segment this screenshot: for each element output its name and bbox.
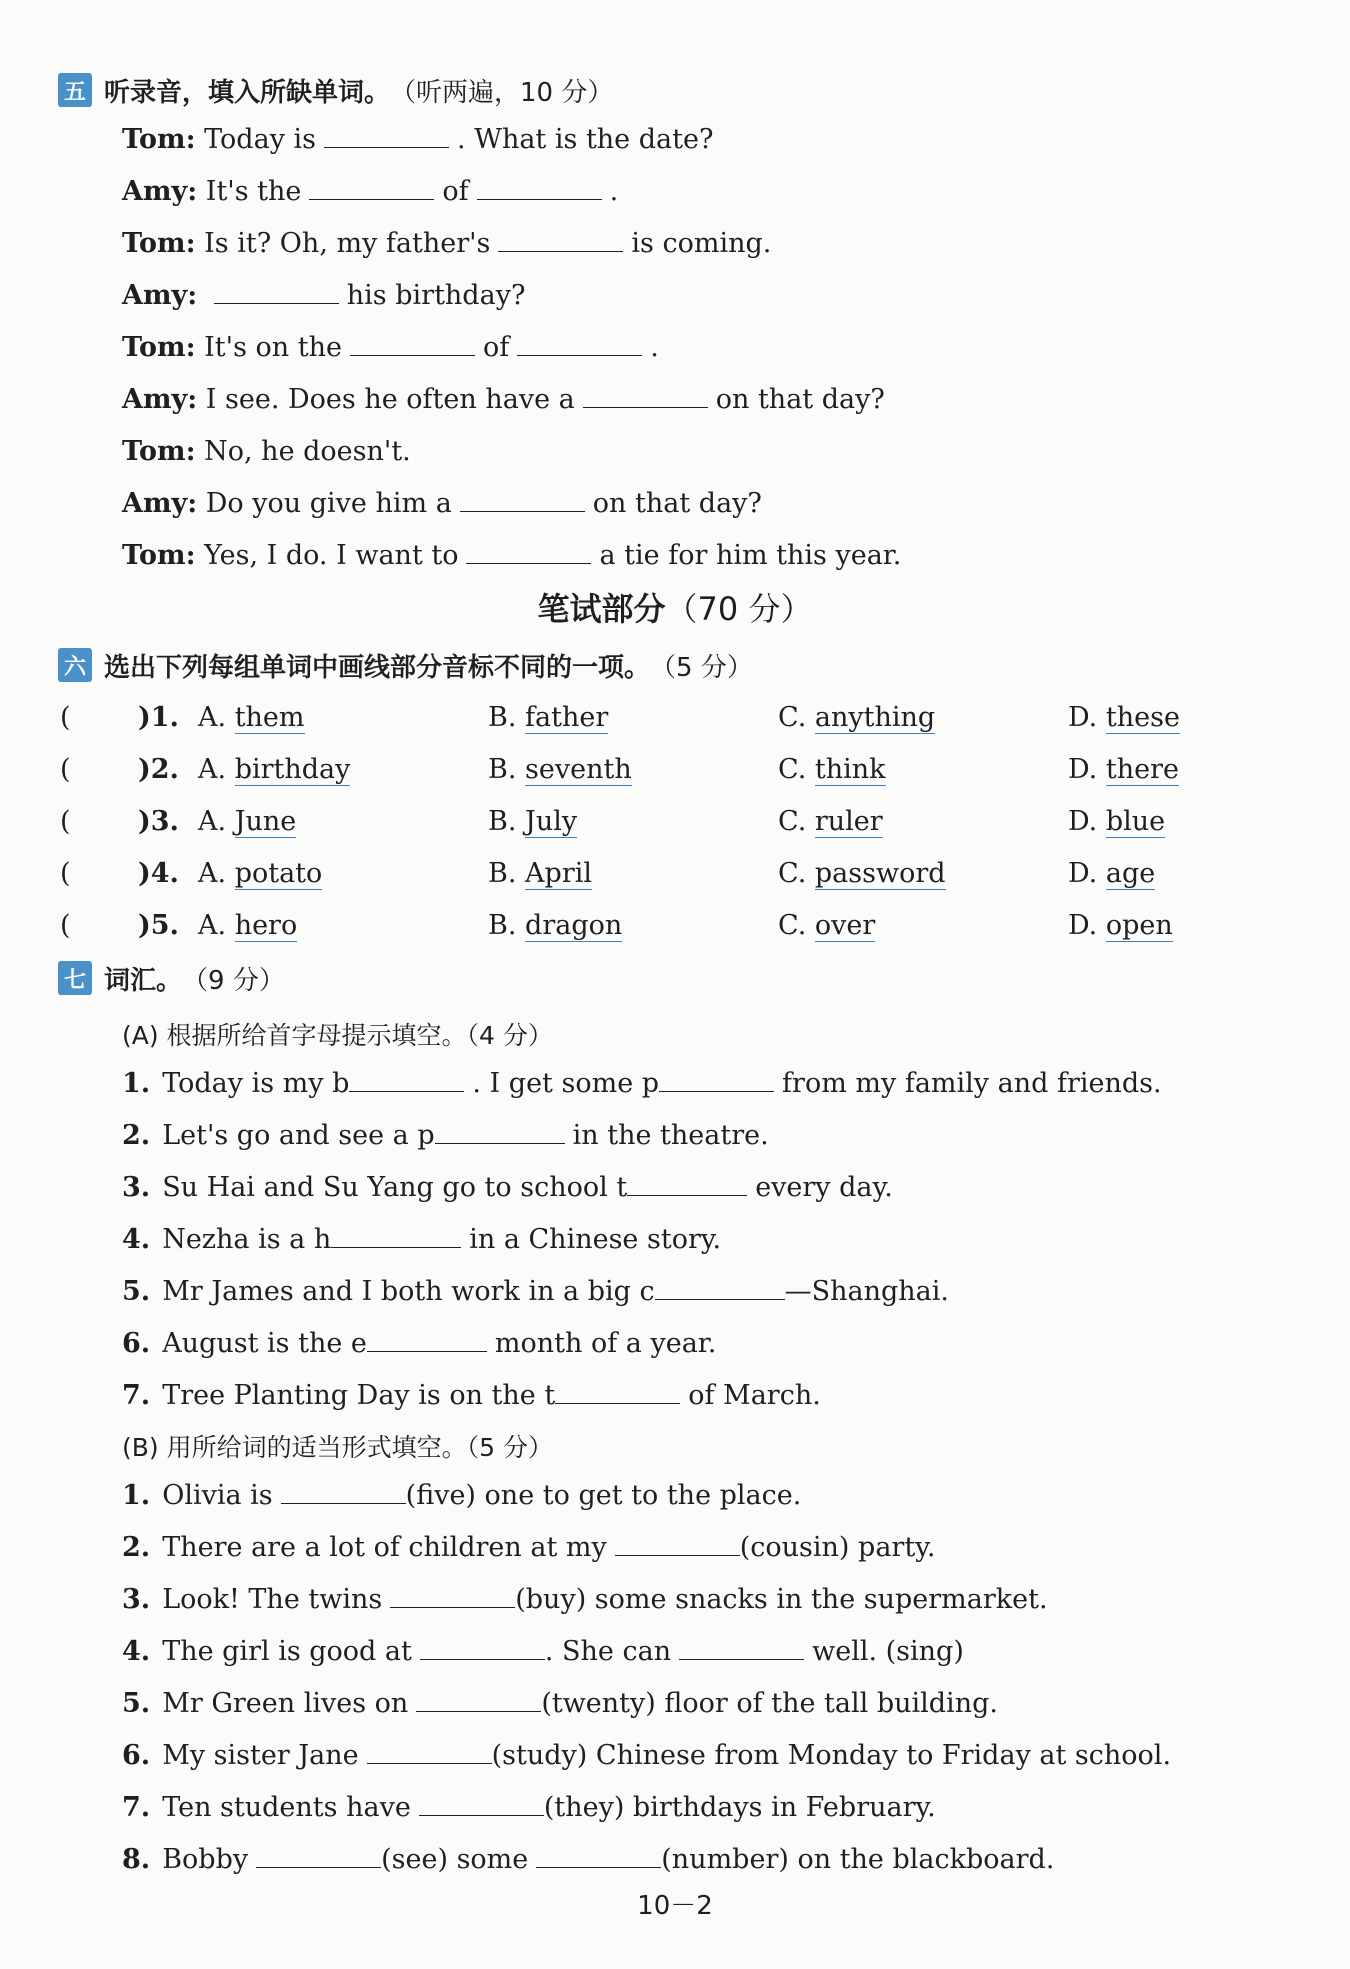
dialogue-text: Do you give him a [205, 488, 452, 519]
answer-blank[interactable] [460, 489, 585, 512]
question-number: )2. [138, 754, 179, 785]
item-number: 8. [122, 1844, 151, 1875]
answer-blank[interactable] [627, 1173, 747, 1196]
item-text: in the theatre. [572, 1120, 769, 1151]
option-letter: A. [198, 702, 227, 733]
item-number: 3. [122, 1172, 151, 1203]
dialogue-text: Yes, I do. I want to [204, 540, 459, 571]
answer-blank[interactable] [324, 125, 449, 148]
section-7-note: （9 分） [182, 965, 285, 996]
question-number: )5. [138, 910, 179, 941]
dialogue-text: . [609, 176, 619, 207]
part-a-title: (A) 根据所给首字母提示填空。（4 分） [122, 1021, 553, 1050]
item-text: Olivia is [162, 1480, 273, 1511]
item-text: Mr Green lives on [162, 1688, 409, 1719]
answer-blank[interactable] [367, 1741, 492, 1764]
option-word: seventh [525, 754, 632, 785]
item-text: (see) some [381, 1844, 529, 1875]
speaker: Amy: [122, 280, 198, 311]
dialogue-text: of [442, 176, 469, 207]
page-number: 10－2 [637, 1891, 713, 1921]
dialogue-text: a tie for him this year. [599, 540, 902, 571]
option-letter: C. [778, 858, 807, 889]
option-d[interactable] [1068, 858, 1155, 889]
option-letter: A. [198, 806, 227, 837]
dialogue-line-7 [122, 436, 411, 467]
option-letter: C. [778, 910, 807, 941]
answer-blank[interactable] [309, 177, 434, 200]
item-text: Nezha is a h [162, 1224, 332, 1255]
item-text: Mr James and I both work in a big c [162, 1276, 655, 1307]
speaker: Tom: [122, 436, 196, 467]
item-number: 5. [122, 1276, 151, 1307]
dialogue-text: . [650, 332, 659, 363]
answer-paren[interactable]: ( [60, 910, 71, 941]
option-word: potato [234, 858, 323, 889]
answer-blank[interactable] [615, 1533, 740, 1556]
answer-blank[interactable] [256, 1845, 381, 1868]
part-b-title: (B) 用所给词的适当形式填空。（5 分） [122, 1433, 553, 1462]
option-b[interactable] [488, 806, 577, 837]
option-letter: D. [1068, 910, 1098, 941]
speaker: Tom: [122, 124, 196, 155]
option-word: dragon [525, 910, 623, 941]
option-word: blue [1105, 806, 1166, 837]
answer-paren[interactable]: ( [60, 858, 71, 889]
dialogue-text: . What is the date? [457, 124, 714, 155]
option-word: July [525, 806, 578, 837]
dialogue-text: Is it? Oh, my father's [204, 228, 491, 259]
written-score: （70 分） [665, 590, 813, 628]
item-text: Let's go and see a p [162, 1120, 435, 1151]
section-7-title: 词汇。 [104, 965, 183, 996]
item-text: (number) on the blackboard. [661, 1844, 1055, 1875]
option-word: open [1105, 910, 1173, 941]
section-7-badge: 七 [58, 961, 92, 995]
item-number: 7. [122, 1380, 151, 1411]
dialogue-text: of [482, 332, 510, 363]
part-a-item-5 [122, 1276, 949, 1307]
option-b[interactable] [488, 858, 592, 889]
answer-blank[interactable] [331, 1225, 461, 1248]
option-letter: B. [488, 754, 517, 785]
answer-paren[interactable]: ( [60, 754, 71, 785]
item-text: August is the e [162, 1328, 367, 1359]
dialogue-line-6 [122, 384, 885, 415]
answer-blank[interactable] [679, 1637, 804, 1660]
written-title-text: 笔试部分 [537, 590, 666, 628]
speaker: Tom: [122, 228, 196, 259]
part-b-item-2 [122, 1532, 935, 1563]
option-b[interactable] [488, 702, 608, 733]
option-d[interactable] [1068, 910, 1173, 941]
dialogue-line-3 [122, 228, 771, 259]
item-text: Tree Planting Day is on the t [162, 1380, 556, 1411]
item-number: 6. [122, 1740, 151, 1771]
dialogue-text: No, he doesn't. [204, 436, 411, 467]
option-word: anything [814, 702, 936, 733]
item-text: (twenty) floor of the tall building. [541, 1688, 998, 1719]
option-word: June [234, 806, 297, 837]
answer-blank[interactable] [517, 333, 642, 356]
option-letter: A. [198, 910, 227, 941]
option-word: April [525, 858, 592, 889]
part-a-item-1 [122, 1068, 1162, 1099]
option-word: hero [234, 910, 298, 941]
speaker: Amy: [122, 176, 198, 207]
item-number: 1. [122, 1068, 151, 1099]
option-word: password [814, 858, 946, 889]
written-part-title [0, 584, 1350, 630]
option-a[interactable] [198, 754, 350, 785]
answer-blank[interactable] [281, 1481, 406, 1504]
answer-blank[interactable] [367, 1329, 487, 1352]
part-b-item-5 [122, 1688, 998, 1719]
dialogue-line-5 [122, 332, 659, 363]
option-c[interactable] [778, 702, 935, 733]
answer-blank[interactable] [583, 385, 708, 408]
dialogue-line-2 [122, 176, 618, 207]
answer-blank[interactable] [555, 1381, 680, 1404]
option-letter: D. [1068, 702, 1098, 733]
item-text: of March. [688, 1380, 821, 1411]
part-a-item-4 [122, 1224, 721, 1255]
item-text: (five) one to get to the place. [405, 1480, 802, 1511]
part-b-item-4 [122, 1636, 964, 1667]
option-letter: C. [778, 702, 807, 733]
option-word: father [525, 702, 609, 733]
section-7-heading [58, 960, 285, 996]
dialogue-line-9 [122, 540, 901, 571]
item-text: My sister Jane [162, 1740, 359, 1771]
option-a[interactable] [198, 910, 297, 941]
section-6-note: （5 分） [650, 652, 753, 683]
option-word: over [814, 910, 876, 941]
dialogue-text: his birthday? [346, 280, 526, 311]
option-letter: C. [778, 754, 807, 785]
option-letter: B. [488, 910, 517, 941]
dialogue-line-8 [122, 488, 762, 519]
section-5-badge: 五 [58, 73, 92, 107]
section-5-note: （听两遍，10 分） [390, 77, 614, 108]
option-letter: D. [1068, 858, 1098, 889]
item-number: 3. [122, 1584, 151, 1615]
item-text: month of a year. [494, 1328, 717, 1359]
answer-blank[interactable] [416, 1689, 541, 1712]
item-text: —Shanghai. [784, 1276, 950, 1307]
item-number: 4. [122, 1636, 151, 1667]
option-c[interactable] [778, 858, 946, 889]
item-number: 1. [122, 1480, 151, 1511]
answer-blank[interactable] [659, 1069, 774, 1092]
option-word: them [234, 702, 305, 733]
answer-blank[interactable] [655, 1277, 785, 1300]
answer-blank[interactable] [477, 177, 602, 200]
option-letter: B. [488, 702, 517, 733]
answer-blank[interactable] [435, 1121, 565, 1144]
item-text: . She can [544, 1636, 672, 1667]
question-number: )4. [138, 858, 179, 889]
item-text: Su Hai and Su Yang go to school t [162, 1172, 628, 1203]
option-word: think [814, 754, 886, 785]
option-b[interactable] [488, 910, 622, 941]
option-d[interactable] [1068, 702, 1180, 733]
option-letter: D. [1068, 754, 1098, 785]
item-text: The girl is good at [162, 1636, 412, 1667]
option-letter: C. [778, 806, 807, 837]
part-b-item-8 [122, 1844, 1054, 1875]
part-a-item-3 [122, 1172, 893, 1203]
answer-paren[interactable]: ( [60, 702, 71, 733]
answer-blank[interactable] [214, 281, 339, 304]
answer-blank[interactable] [466, 541, 591, 564]
part-b-item-7 [122, 1792, 936, 1823]
option-letter: A. [198, 754, 227, 785]
answer-blank[interactable] [349, 1069, 464, 1092]
option-a[interactable] [198, 806, 296, 837]
option-word: age [1105, 858, 1156, 889]
dialogue-line-4 [122, 280, 525, 311]
option-b[interactable] [488, 754, 632, 785]
option-word: birthday [234, 754, 351, 785]
option-a[interactable] [198, 858, 322, 889]
item-text: from my family and friends. [782, 1068, 1162, 1099]
answer-paren[interactable]: ( [60, 806, 71, 837]
option-word: there [1105, 754, 1179, 785]
item-text: (study) Chinese from Monday to Friday at school. [491, 1740, 1172, 1771]
item-text: (buy) some snacks in the supermarket. [515, 1584, 1048, 1615]
dialogue-text: on that day? [592, 488, 762, 519]
item-number: 5. [122, 1688, 151, 1719]
option-d[interactable] [1068, 806, 1165, 837]
part-b-item-6 [122, 1740, 1171, 1771]
dialogue-text: It's the [205, 176, 302, 207]
item-text: well. (sing) [812, 1636, 964, 1667]
section-5-heading [58, 72, 613, 108]
dialogue-text: It's on the [204, 332, 342, 363]
option-letter: D. [1068, 806, 1098, 837]
item-text: every day. [755, 1172, 893, 1203]
question-number: )1. [138, 702, 179, 733]
answer-blank[interactable] [419, 1793, 544, 1816]
dialogue-text: is coming. [631, 228, 772, 259]
section-5-title: 听录音，填入所缺单词。 [104, 77, 391, 108]
item-number: 6. [122, 1328, 151, 1359]
answer-blank[interactable] [536, 1845, 661, 1868]
dialogue-text: I see. Does he often have a [205, 384, 575, 415]
item-text: . I get some p [472, 1068, 660, 1099]
answer-blank[interactable] [498, 229, 623, 252]
option-letter: B. [488, 858, 517, 889]
item-text: (cousin) party. [739, 1532, 936, 1563]
item-number: 7. [122, 1792, 151, 1823]
item-text: Today is my b [162, 1068, 350, 1099]
speaker: Amy: [122, 488, 198, 519]
dialogue-line-1 [122, 124, 713, 155]
answer-blank[interactable] [390, 1585, 515, 1608]
option-c[interactable] [778, 910, 875, 941]
part-a-item-6 [122, 1328, 716, 1359]
item-text: There are a lot of children at my [162, 1532, 607, 1563]
option-c[interactable] [778, 754, 886, 785]
dialogue-text: on that day? [715, 384, 885, 415]
speaker: Tom: [122, 540, 196, 571]
section-6-heading [58, 647, 753, 683]
part-b-item-3 [122, 1584, 1048, 1615]
answer-blank[interactable] [420, 1637, 545, 1660]
option-d[interactable] [1068, 754, 1179, 785]
part-b-item-1 [122, 1480, 801, 1511]
part-a-item-2 [122, 1120, 769, 1151]
section-6-title: 选出下列每组单词中画线部分音标不同的一项。 [104, 652, 651, 683]
section-6-badge: 六 [58, 648, 92, 682]
speaker: Amy: [122, 384, 198, 415]
option-letter: A. [198, 858, 227, 889]
item-number: 2. [122, 1532, 151, 1563]
item-text: Bobby [162, 1844, 249, 1875]
item-text: (they) birthdays in February. [543, 1792, 936, 1823]
option-c[interactable] [778, 806, 883, 837]
answer-blank[interactable] [350, 333, 475, 356]
option-word: ruler [814, 806, 883, 837]
option-a[interactable] [198, 702, 305, 733]
speaker: Tom: [122, 332, 196, 363]
part-a-item-7 [122, 1380, 821, 1411]
item-text: in a Chinese story. [469, 1224, 722, 1255]
item-text: Ten students have [162, 1792, 411, 1823]
option-word: these [1105, 702, 1180, 733]
question-number: )3. [138, 806, 179, 837]
item-number: 4. [122, 1224, 151, 1255]
option-letter: B. [488, 806, 517, 837]
item-number: 2. [122, 1120, 151, 1151]
item-text: Look! The twins [162, 1584, 383, 1615]
dialogue-text: Today is [204, 124, 317, 155]
